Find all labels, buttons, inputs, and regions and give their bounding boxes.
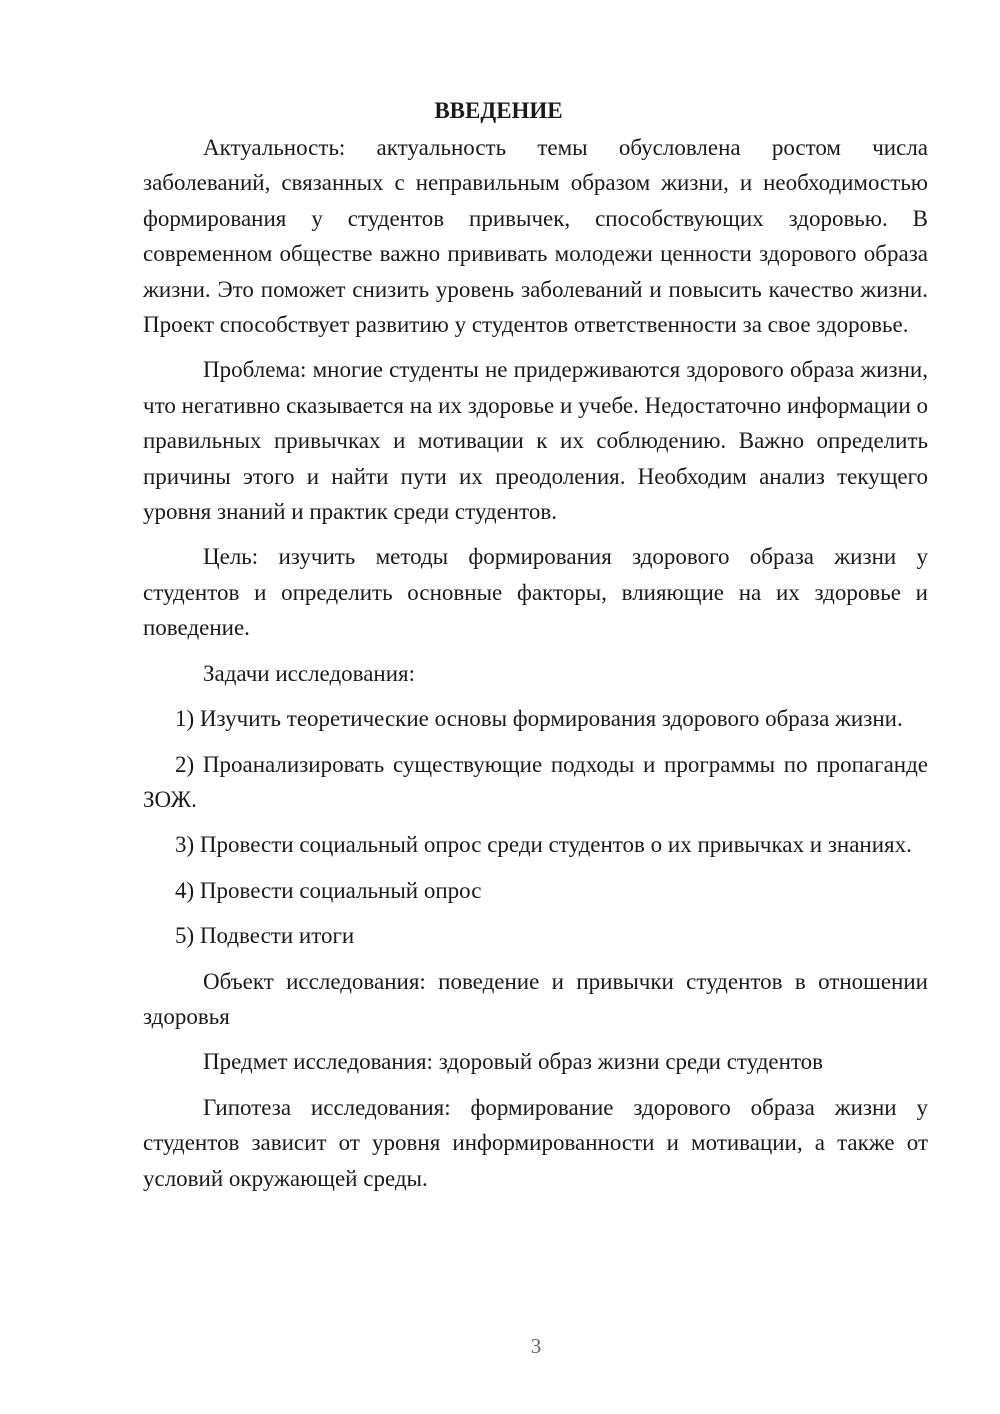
paragraph-subject: Предмет исследования: здоровый образ жизни среди студентов xyxy=(203,1049,824,1075)
task-item-5: 5) Подвести итоги xyxy=(175,923,355,949)
tasks-heading: Задачи исследования: xyxy=(203,660,416,686)
task-item-4: 4) Провести социальный опрос xyxy=(175,877,482,903)
page-content xyxy=(143,92,928,1196)
paragraph-relevance: Актуальность: актуальность темы обусловлена ростом числа заболеваний, связанных с неправильным образом жизни, и необходимостью формирования у студентов привычек, способствующих здоровью. В современном обществе важно прививать молодежи ценности здорового образа жизни. Это поможет снизить уровень заболеваний и повысить качество жизни. Проект способствует развитию у студентов ответственности за свое здоровье. xyxy=(143,135,928,338)
paragraph-problem: Проблема: многие студенты не придерживаются здорового образа жизни, что негативно сказывается на их здоровье и учебе. Недостаточно информации о правильных привычках и мотивации к их соблюдению. Важно определить причины этого и найти пути их преодоления. Необходим анализ текущего уровня знаний и практик среди студентов. xyxy=(143,357,928,525)
paragraph-goal: Цель: изучить методы формирования здорового образа жизни у студентов и определить основные факторы, влияющие на их здоровье и поведение. xyxy=(143,544,928,641)
task-item-3: 3) Провести социальный опрос среди студентов о их привычках и знаниях. xyxy=(175,832,912,858)
task-item-1: 1) Изучить теоретические основы формирования здорового образа жизни. xyxy=(175,706,903,732)
page-number: 3 xyxy=(530,1334,542,1358)
task-item-2: 2) Проанализировать существующие подходы и программы по пропаганде ЗОЖ. xyxy=(143,751,928,812)
paragraph-hypothesis: Гипотеза исследования: формирование здорового образа жизни у студентов зависит от уровня информированности и мотивации, а также от условий окружающей среды. xyxy=(143,1094,928,1191)
paragraph-object: Объект исследования: поведение и привычки студентов в отношении здоровья xyxy=(143,968,928,1029)
section-heading: ВВЕДЕНИЕ xyxy=(434,98,563,123)
